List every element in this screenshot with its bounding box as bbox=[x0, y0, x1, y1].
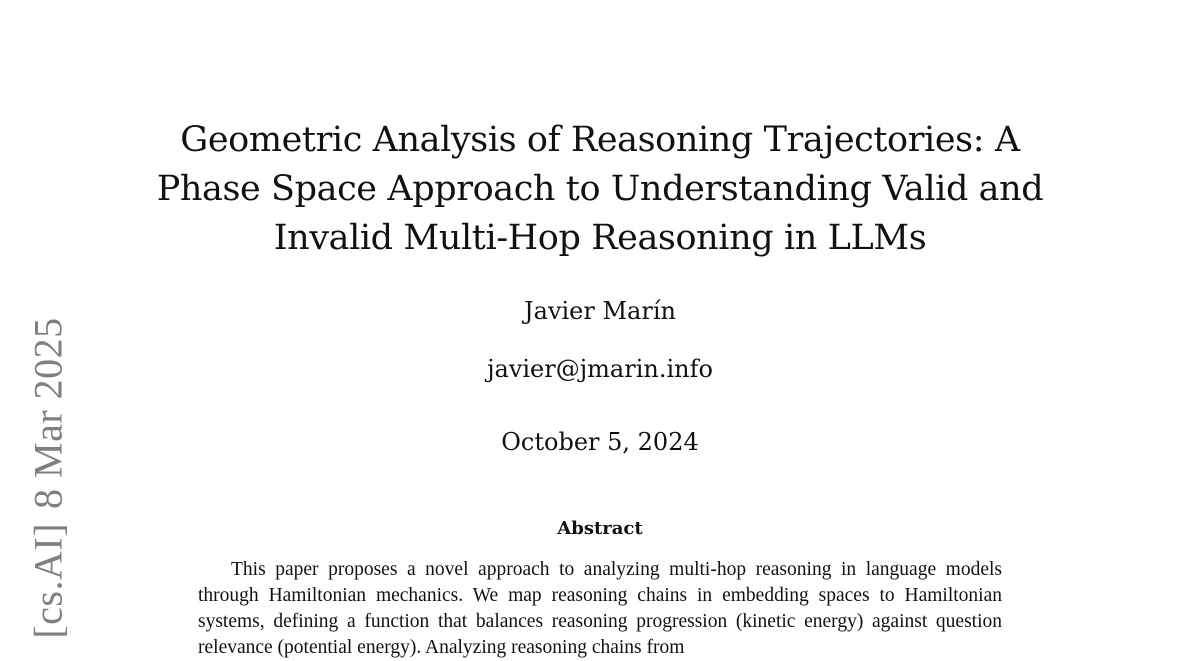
arxiv-date: 8 Mar 2025 bbox=[25, 317, 71, 509]
abstract-text: This paper proposes a novel approach to analyzing multi-hop reasoning in language models through Hamiltonian mechanics. We map reasoning chains in embedding spaces to Hamiltonian systems, defining a function that balances reasoning progression (kinetic energy) against question relevance (potential energy). Analyzing reasoning chains from bbox=[198, 559, 1002, 658]
abstract-heading: Abstract bbox=[557, 518, 643, 539]
paper-title: Geometric Analysis of Reasoning Trajectories: A Phase Space Approach to Understanding Valid and Invalid Multi-Hop Reasoning in LLMs bbox=[156, 120, 1044, 258]
arxiv-category: [cs.AI] bbox=[25, 522, 71, 639]
author-name: Javier Marín bbox=[524, 297, 676, 325]
author-email: javier@jmarin.info bbox=[487, 355, 713, 383]
paper-date: October 5, 2024 bbox=[501, 428, 699, 456]
